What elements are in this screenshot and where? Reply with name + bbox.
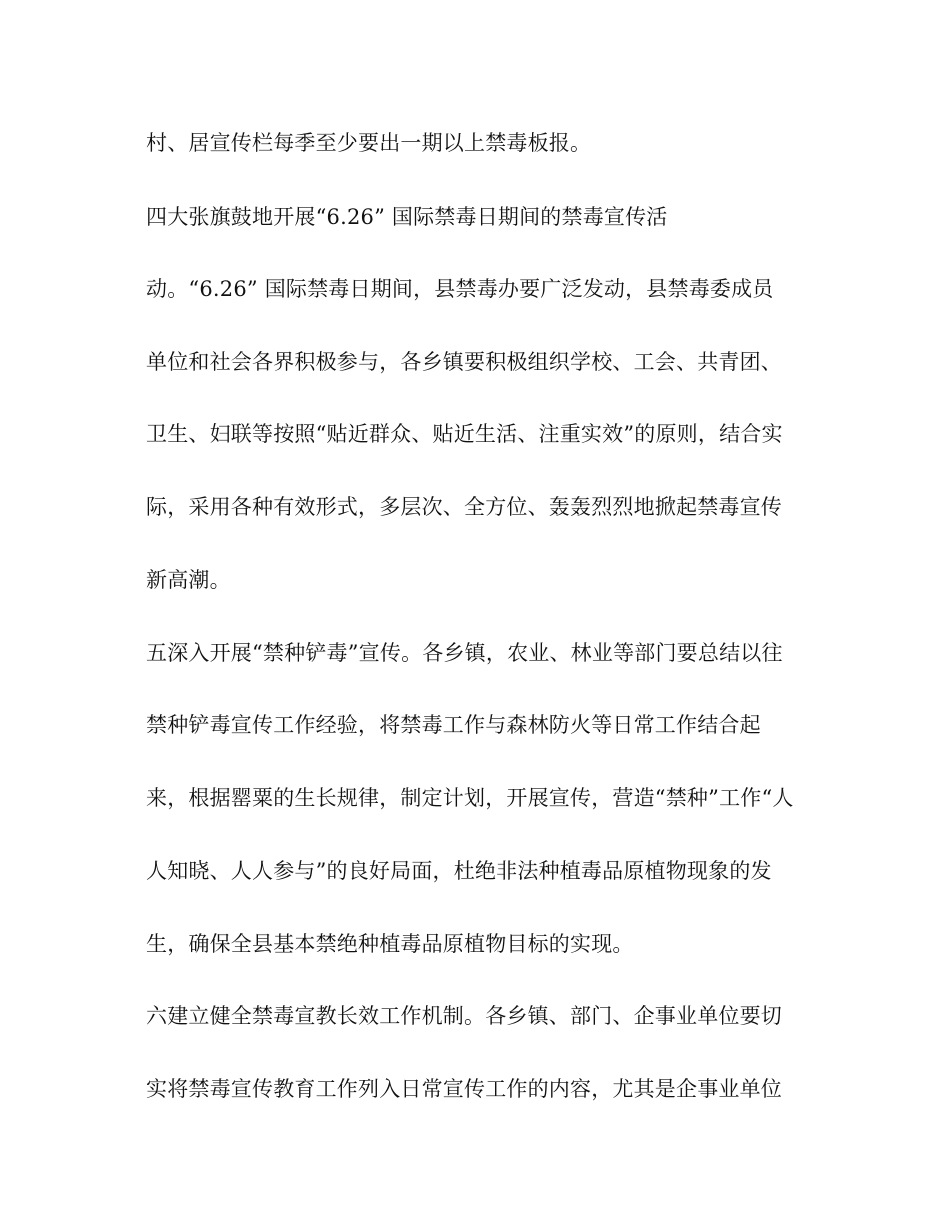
text-line: 村、居宣传栏每季至少要出一期以上禁毒板报。 — [146, 131, 592, 155]
text-line: 卫生、妇联等按照“贴近群众、贴近生活、注重实效”的原则，结合实 — [146, 422, 783, 446]
text-line: 新高潮。 — [146, 568, 231, 592]
text-line: 人知晓、人人参与”的良好局面，杜绝非法种植毒品原植物现象的发 — [146, 859, 772, 883]
text-line: 六建立健全禁毒宣教长效工作机制。各乡镇、部门、企事业单位要切 — [146, 1004, 782, 1028]
text-line: 四大张旗鼓地开展“6.26” 国际禁毒日期间的禁毒宣传活 — [146, 205, 668, 229]
text-line: 生，确保全县基本禁绝种植毒品原植物目标的实现。 — [146, 932, 634, 956]
text-line: 实将禁毒宣传教育工作列入日常宣传工作的内容，尤其是企事业单位 — [146, 1077, 782, 1101]
text-line: 禁种铲毒宣传工作经验，将禁毒工作与森林防火等日常工作结合起 — [146, 713, 761, 737]
text-line: 单位和社会各界积极参与，各乡镇要积极组织学校、工会、共青团、 — [146, 350, 782, 374]
text-line: 动。“6.26” 国际禁毒日期间，县禁毒办要广泛发动，县禁毒委成员 — [146, 277, 774, 301]
text-line: 来，根据罂粟的生长规律，制定计划，开展宣传，营造“禁种”工作“人 — [146, 786, 794, 810]
text-line: 五深入开展“禁种铲毒”宣传。各乡镇，农业、林业等部门要总结以往 — [146, 641, 783, 665]
text-line: 际，采用各种有效形式，多层次、全方位、轰轰烈烈地掀起禁毒宣传 — [146, 495, 782, 519]
